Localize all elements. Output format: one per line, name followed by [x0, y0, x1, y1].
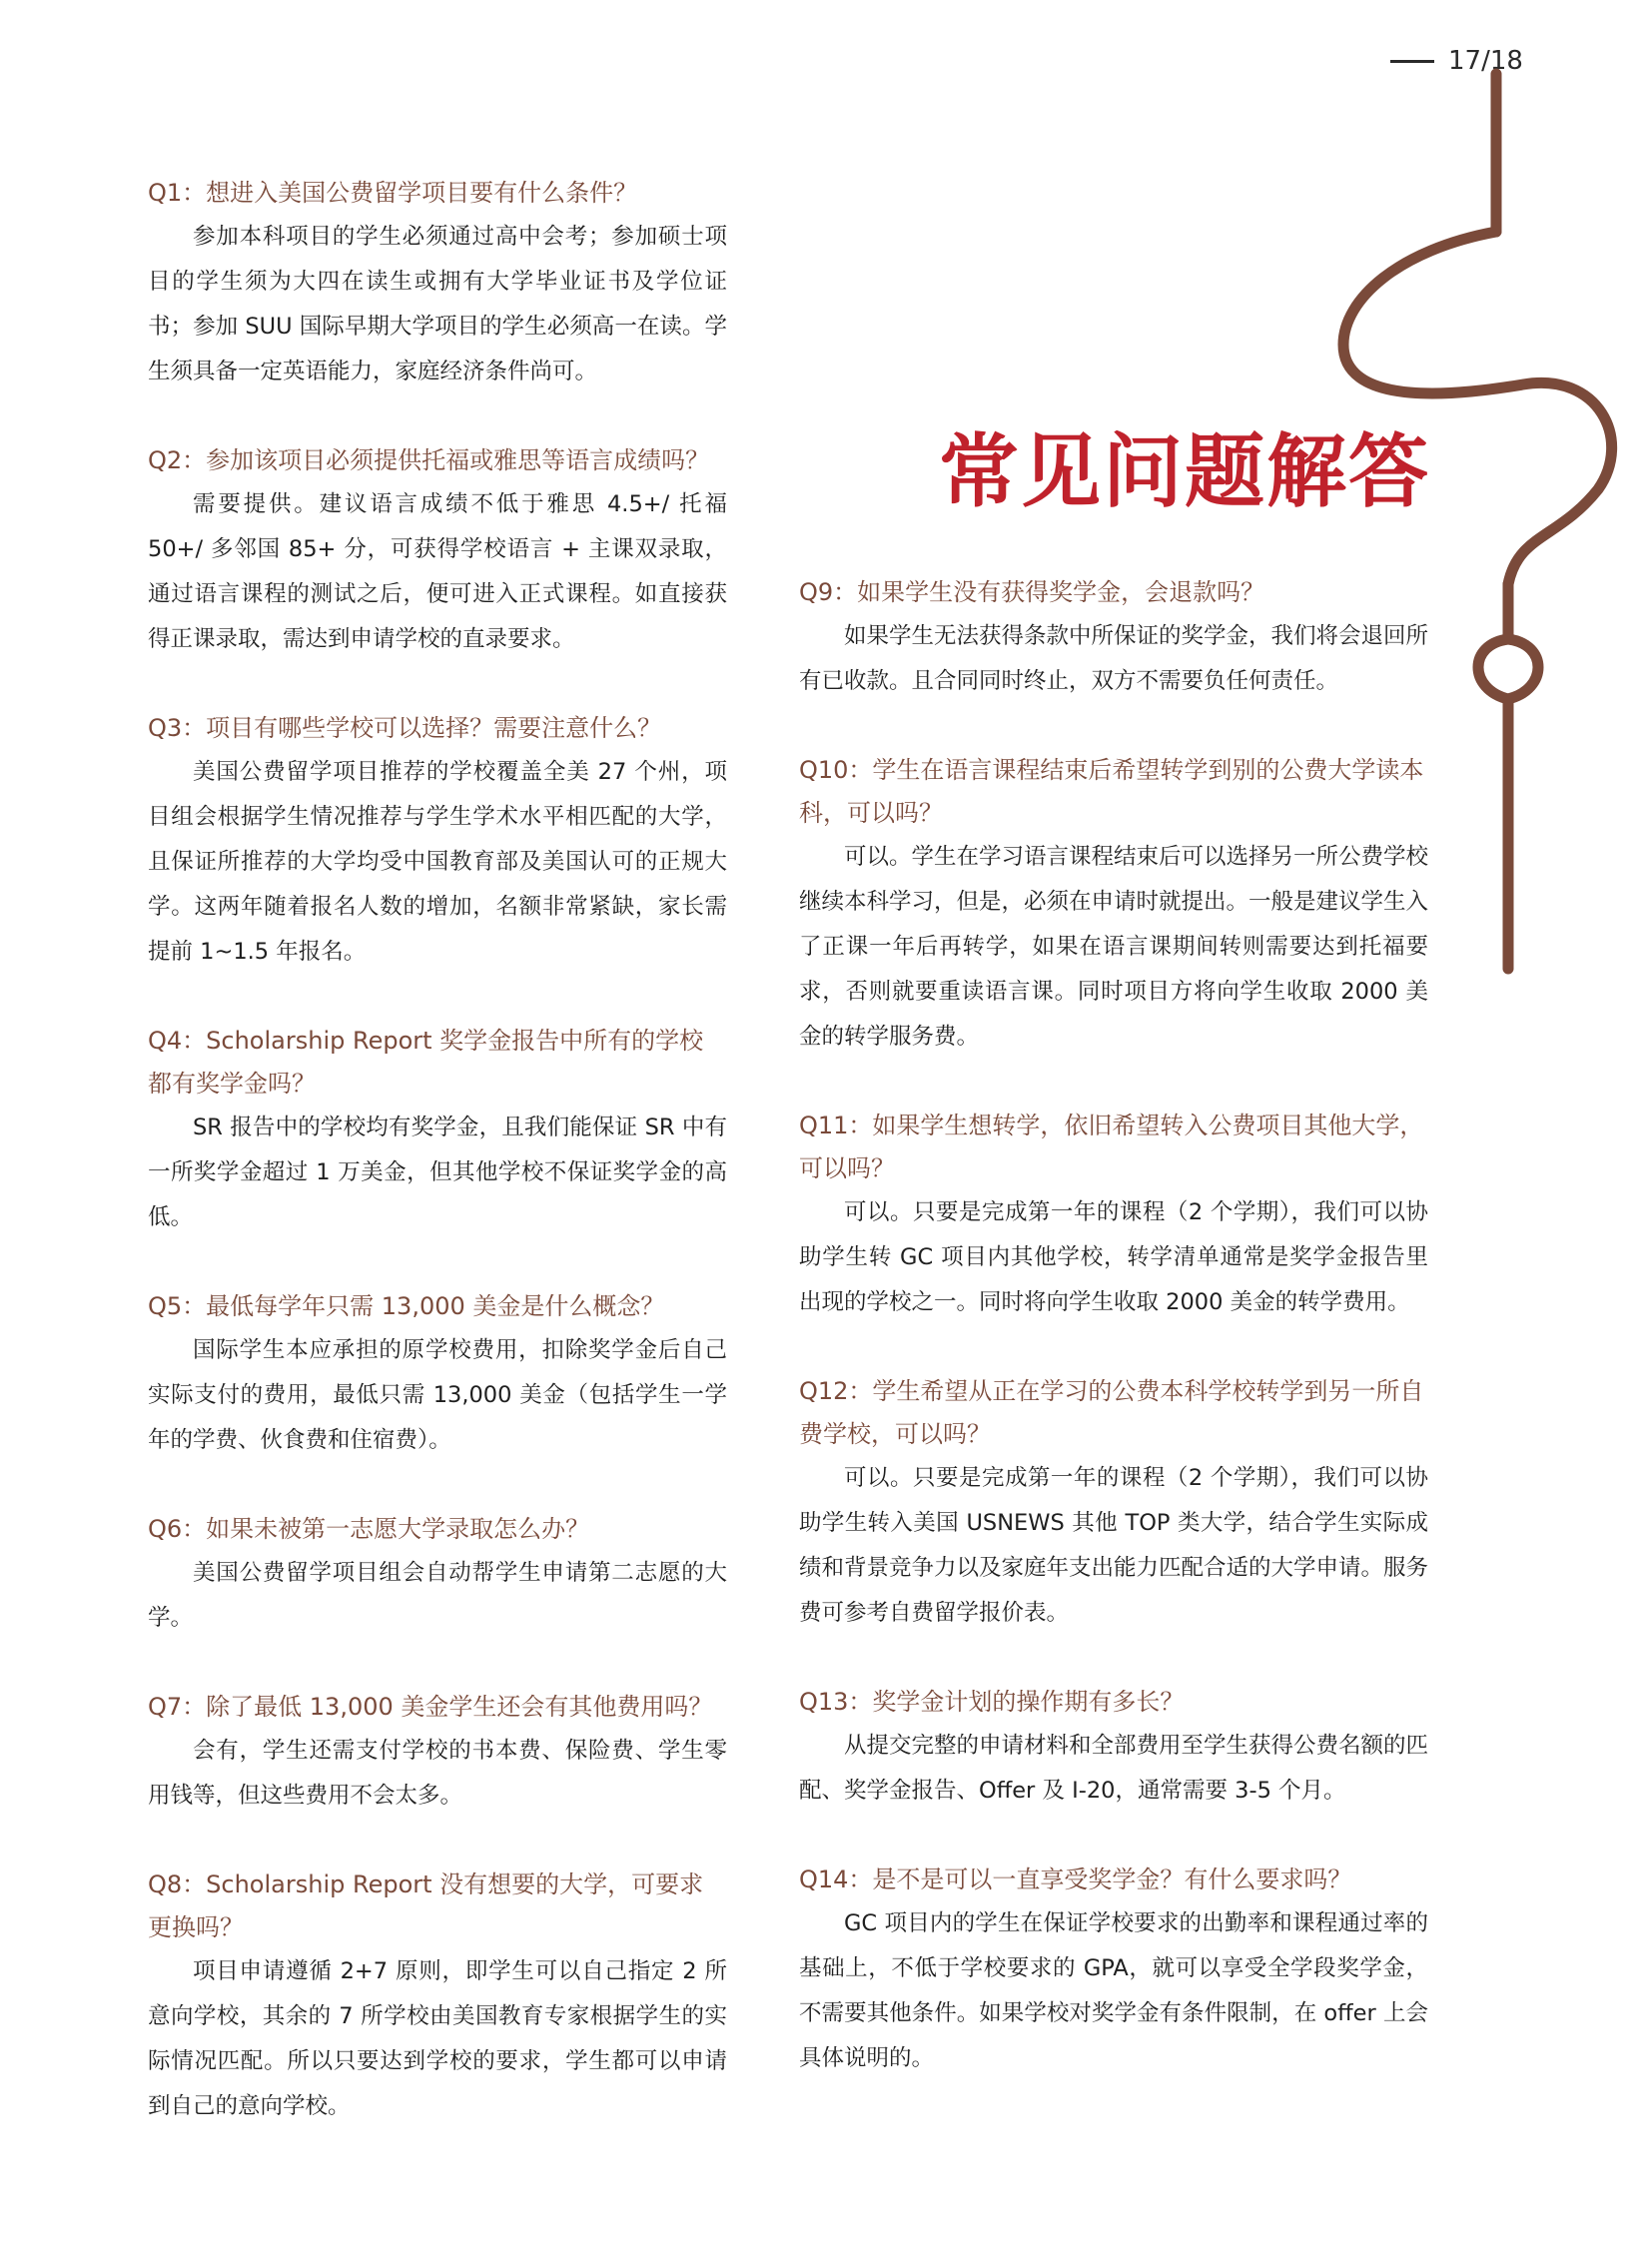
answer: SR 报告中的学校均有奖学金，且我们能保证 SR 中有一所奖学金超过 1 万美金，但其他学校不保证奖学金的高低。 — [148, 1115, 727, 1230]
qa-item-q6 — [148, 1508, 727, 1641]
question: Q7：除了最低 13,000 美金学生还会有其他费用吗？ — [148, 1693, 713, 1721]
answer: 会有，学生还需支付学校的书本费、保险费、学生零用钱等，但这些费用不会太多。 — [148, 1738, 727, 1809]
question: Q8：Scholarship Report 没有想要的大学，可要求更换吗？ — [148, 1870, 704, 1941]
page-number-dash — [1390, 60, 1434, 63]
question: Q9：如果学生没有获得奖学金，会退款吗？ — [799, 578, 1265, 606]
qa-item-q11 — [799, 1105, 1428, 1325]
question: Q13：奖学金计划的操作期有多长？ — [799, 1688, 1185, 1716]
question: Q5：最低每学年只需 13,000 美金是什么概念？ — [148, 1292, 665, 1320]
answer: 如果学生无法获得条款中所保证的奖学金，我们将会退回所有已收款。且合同同时终止，双方不需要负任何责任。 — [799, 623, 1429, 694]
question: Q3：项目有哪些学校可以选择？需要注意什么？ — [148, 714, 662, 742]
section-title: 常见问题解答 — [939, 424, 1430, 518]
qa-item-q1 — [148, 172, 727, 394]
qa-item-q9 — [799, 571, 1428, 704]
page-number-text: 17/18 — [1448, 46, 1523, 76]
answer: 可以。学生在学习语言课程结束后可以选择另一所公费学校继续本科学习，但是，必须在申请时就提出。一般是建议学生入了正课一年后再转学，如果在语言课期间转则需要达到托福要求，否则就要重读语言课。同时项目方将向学生收取 2000 美金的转学服务费。 — [799, 844, 1429, 1050]
left-column — [148, 172, 727, 2174]
question: Q4：Scholarship Report 奖学金报告中所有的学校都有奖学金吗？ — [148, 1027, 704, 1098]
answer: 需要提供。建议语言成绩不低于雅思 4.5+/ 托福 50+/ 多邻国 85+ 分，可获得学校语言 + 主课双录取，通过语言课程的测试之后，便可进入正式课程。如直接获得正课录取，需达到申请学校的直录要求。 — [148, 491, 727, 652]
page-number — [1390, 46, 1523, 76]
qa-item-q14 — [799, 1859, 1428, 2081]
answer: GC 项目内的学生在保证学校要求的出勤率和课程通过率的基础上，不低于学校要求的 GPA，就可以享受全学段奖学金，不需要其他条件。如果学校对奖学金有条件限制，在 offer 上会具体说明的。 — [799, 1910, 1428, 2071]
question: Q14：是不是可以一直享受奖学金？有什么要求吗？ — [799, 1866, 1352, 1893]
answer: 从提交完整的申请材料和全部费用至学生获得公费名额的匹配、奖学金报告、Offer 及 I-20，通常需要 3-5 个月。 — [799, 1733, 1429, 1804]
question: Q6：如果未被第一志愿大学录取怎么办？ — [148, 1515, 590, 1543]
answer: 美国公费留学项目推荐的学校覆盖全美 27 个州，项目组会根据学生情况推荐与学生学术水平相匹配的大学，且保证所推荐的大学均受中国教育部及美国认可的正规大学。这两年随着报名人数的增加，名额非常紧缺，家长需提前 1~1.5 年报名。 — [148, 759, 727, 965]
answer: 可以。只要是完成第一年的课程（2 个学期），我们可以协助学生转入美国 USNEWS 其他 TOP 类大学，结合学生实际成绩和背景竞争力以及家庭年支出能力匹配合适的大学申请。服务费可参考自费留学报价表。 — [799, 1465, 1429, 1626]
qa-item-q10 — [799, 749, 1428, 1060]
answer: 可以。只要是完成第一年的课程（2 个学期），我们可以协助学生转 GC 项目内其他学校，转学清单通常是奖学金报告里出现的学校之一。同时将向学生收取 2000 美金的转学费用。 — [799, 1199, 1428, 1315]
qa-item-q13 — [799, 1681, 1428, 1814]
qa-item-q2 — [148, 439, 727, 662]
question: Q12：学生希望从正在学习的公费本科学校转学到另一所自费学校，可以吗？ — [799, 1377, 1424, 1448]
question: Q2：参加该项目必须提供托福或雅思等语言成绩吗？ — [148, 446, 710, 474]
question: Q1：想进入美国公费留学项目要有什么条件？ — [148, 179, 638, 207]
question: Q11：如果学生想转学，依旧希望转入公费项目其他大学，可以吗？ — [799, 1112, 1424, 1182]
answer: 美国公费留学项目组会自动帮学生申请第二志愿的大学。 — [148, 1560, 727, 1631]
qa-item-q3 — [148, 707, 727, 975]
answer: 国际学生本应承担的原学校费用，扣除奖学金后自己实际支付的费用，最低只需 13,000 美金（包括学生一学年的学费、伙食费和住宿费）。 — [148, 1337, 727, 1453]
qa-item-q8 — [148, 1864, 727, 2129]
question: Q10：学生在语言课程结束后希望转学到别的公费大学读本科，可以吗？ — [799, 756, 1424, 827]
qa-item-q4 — [148, 1020, 727, 1240]
answer: 参加本科项目的学生必须通过高中会考；参加硕士项目的学生须为大四在读生或拥有大学毕业证书及学位证书；参加 SUU 国际早期大学项目的学生必须高一在读。学生须具备一定英语能力，家庭经济条件尚可。 — [148, 224, 727, 384]
qa-item-q5 — [148, 1285, 727, 1463]
right-column — [799, 571, 1428, 2126]
qa-item-q7 — [148, 1686, 727, 1819]
qa-item-q12 — [799, 1370, 1428, 1636]
answer: 项目申请遵循 2+7 原则，即学生可以自己指定 2 所意向学校，其余的 7 所学校由美国教育专家根据学生的实际情况匹配。所以只要达到学校的要求，学生都可以申请到自己的意向学校。 — [148, 1958, 727, 2119]
